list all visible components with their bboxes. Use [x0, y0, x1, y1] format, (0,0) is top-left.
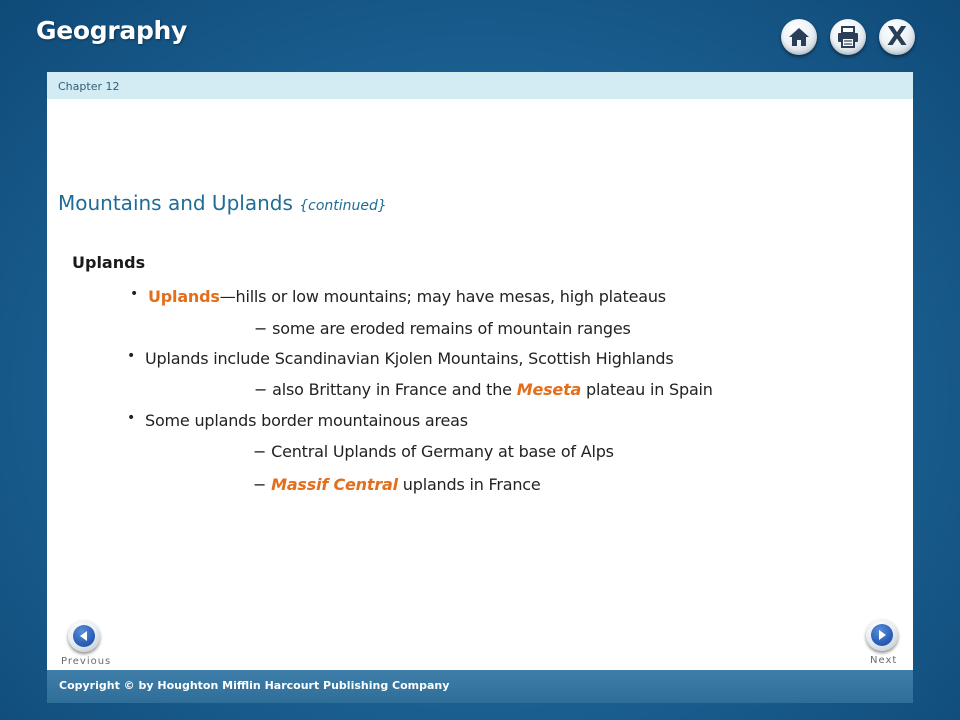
next-label[interactable]: Next — [870, 655, 898, 666]
app-title: Geography — [36, 16, 188, 45]
list-item-text: Uplands include Scandinavian Kjolen Mountains, Scottish Highlands — [145, 349, 674, 368]
highlight-term: Massif Central — [271, 475, 398, 494]
print-icon — [836, 26, 860, 48]
slide-panel — [47, 72, 913, 670]
chapter-label: Chapter 12 — [58, 80, 120, 93]
next-button[interactable] — [866, 619, 898, 651]
section-heading: Uplands — [72, 253, 146, 272]
slide-title-sub: {continued} — [299, 198, 387, 214]
previous-button-inner — [73, 625, 95, 647]
highlight-term: Meseta — [516, 380, 582, 399]
list-subitem — [253, 442, 614, 461]
list-item-text: Some uplands border mountainous areas — [145, 411, 468, 430]
dash: − — [253, 442, 267, 461]
previous-button[interactable] — [68, 620, 100, 652]
list-subitem — [254, 380, 713, 399]
dash: − — [253, 475, 267, 494]
list-item-text: some are eroded remains of mountain ranges — [272, 319, 631, 338]
list-subitem — [254, 319, 631, 338]
list-item-text: uplands in France — [402, 475, 541, 494]
dash: − — [254, 380, 268, 399]
list-item-text: plateau in Spain — [586, 380, 713, 399]
previous-label[interactable]: Previous — [61, 656, 112, 667]
close-button[interactable] — [879, 19, 915, 55]
print-button[interactable] — [830, 19, 866, 55]
next-button-inner — [871, 624, 893, 646]
list-item — [148, 287, 666, 306]
home-icon — [787, 26, 811, 48]
list-item — [145, 411, 468, 430]
slide-title — [58, 191, 387, 215]
copyright-text: Copyright © by Houghton Mifflin Harcourt Publishing Company — [59, 679, 450, 692]
chapter-bar — [47, 72, 913, 99]
slide-title-main: Mountains and Uplands — [58, 191, 293, 215]
list-item-text: —hills or low mountains; may have mesas, high plateaus — [219, 287, 666, 306]
list-subitem — [253, 475, 541, 494]
close-icon: X — [886, 21, 908, 52]
home-button[interactable] — [781, 19, 817, 55]
dash: − — [254, 319, 268, 338]
list-item-text: Central Uplands of Germany at base of Alps — [271, 442, 614, 461]
list-item — [145, 349, 674, 368]
highlight-term: Uplands — [148, 287, 220, 306]
arrow-right-icon — [876, 629, 888, 641]
list-item-text: also Brittany in France and the — [272, 380, 512, 399]
footer-bar — [47, 670, 913, 703]
arrow-left-icon — [78, 630, 90, 642]
